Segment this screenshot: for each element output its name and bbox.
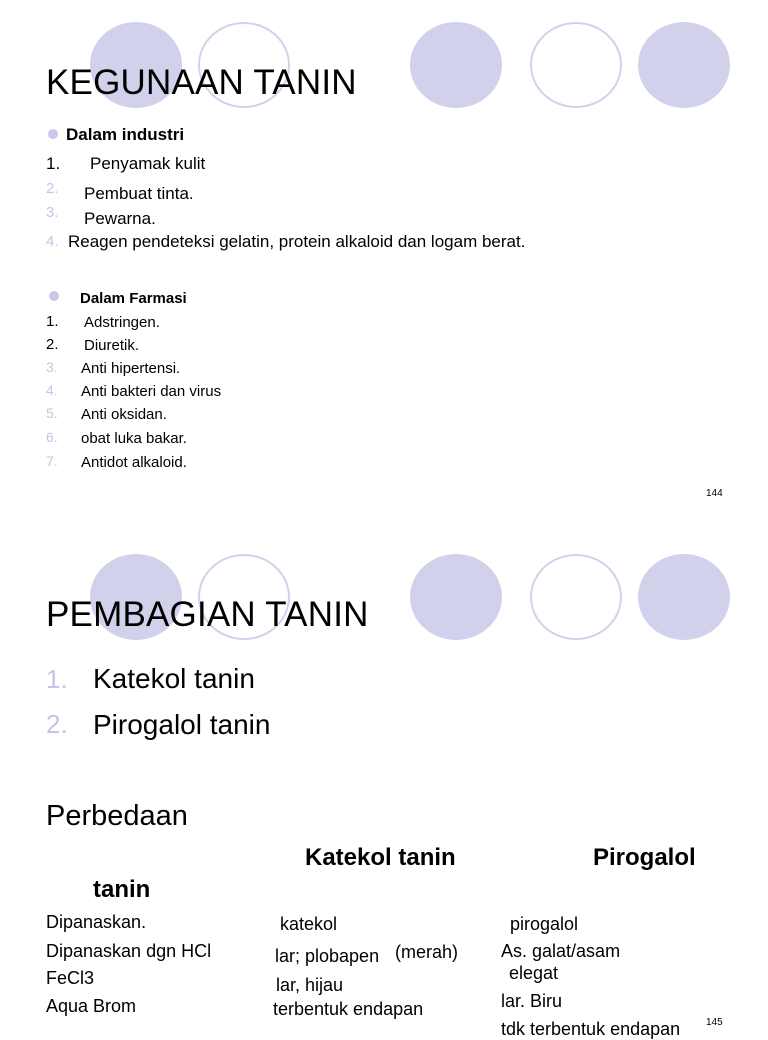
list-number: 2. (46, 336, 59, 353)
decorative-circle-outline (530, 22, 622, 108)
decorative-circle-filled (410, 22, 502, 108)
table-cell-katekol: katekol (280, 914, 338, 934)
list-number: 3. (46, 204, 59, 221)
decorative-circle-filled (638, 22, 730, 108)
list-item: Anti hipertensi. (81, 360, 181, 377)
table-cell-katekol: lar; plobapen (275, 946, 380, 966)
list-item: Antidot alkaloid. (81, 454, 187, 471)
table-cell-katekol: lar, hijau (276, 975, 344, 995)
list-item: Pembuat tinta. (84, 184, 194, 203)
table-cell-katekol: terbentuk endapan (273, 999, 424, 1019)
list-item: Anti bakteri dan virus (81, 383, 222, 400)
decorative-circle-filled (638, 554, 730, 640)
list-number: 4. (46, 233, 59, 250)
column-header: Pirogalol (593, 844, 696, 871)
list-number: 1. (46, 664, 68, 694)
table-cell-pirogalol: tdk terbentuk endapan (501, 1019, 681, 1039)
table-cell-pirogalol: As. galat/asam (501, 941, 621, 961)
column-header: tanin (93, 876, 151, 903)
table-cell-pirogalol: pirogalol (510, 914, 579, 934)
page-number: 144 (706, 488, 723, 499)
section-heading: Perbedaan (46, 800, 188, 832)
slide-title: PEMBAGIAN TANIN (46, 595, 369, 634)
decorative-circle-filled (410, 554, 502, 640)
bullet-dot (49, 291, 59, 301)
list-item: Pirogalol tanin (93, 709, 271, 740)
list-number: 7. (46, 453, 58, 469)
list-number: 5. (46, 405, 58, 421)
list-number: 6. (46, 429, 58, 445)
section-header-industri: Dalam industri (66, 125, 185, 144)
list-item: Pewarna. (84, 209, 156, 228)
slide-title: KEGUNAAN TANIN (46, 63, 357, 102)
list-item: Penyamak kulit (90, 154, 206, 173)
table-cell-test: Dipanaskan dgn HCl (46, 941, 212, 961)
list-item: Diuretik. (84, 337, 140, 354)
table-cell-pirogalol: elegat (509, 963, 559, 983)
list-item: Adstringen. (84, 314, 160, 331)
list-number: 2. (46, 709, 68, 739)
decorative-circle-outline (530, 554, 622, 640)
list-number: 1. (46, 313, 59, 330)
table-cell-test: Dipanaskan. (46, 912, 147, 932)
list-number: 3. (46, 359, 58, 375)
bullet-dot (48, 129, 58, 139)
table-cell-test: FeCl3 (46, 968, 95, 988)
section-header-farmasi: Dalam Farmasi (80, 290, 187, 307)
list-number: 1. (46, 154, 61, 173)
list-item: obat luka bakar. (81, 430, 187, 447)
table-cell-katekol-note: (merah) (395, 942, 459, 962)
table-cell-pirogalol: lar. Biru (501, 991, 563, 1011)
table-cell-test: Aqua Brom (46, 996, 137, 1016)
list-number: 4. (46, 382, 58, 398)
list-item: Reagen pendeteksi gelatin, protein alkaloid dan logam berat. (68, 232, 526, 251)
slide-pembagian-tanin (0, 532, 768, 1039)
page-number: 145 (706, 1017, 723, 1028)
list-item: Katekol tanin (93, 663, 255, 694)
list-number: 2. (46, 180, 59, 197)
column-header: Katekol tanin (305, 844, 456, 871)
list-item: Anti oksidan. (81, 406, 167, 423)
